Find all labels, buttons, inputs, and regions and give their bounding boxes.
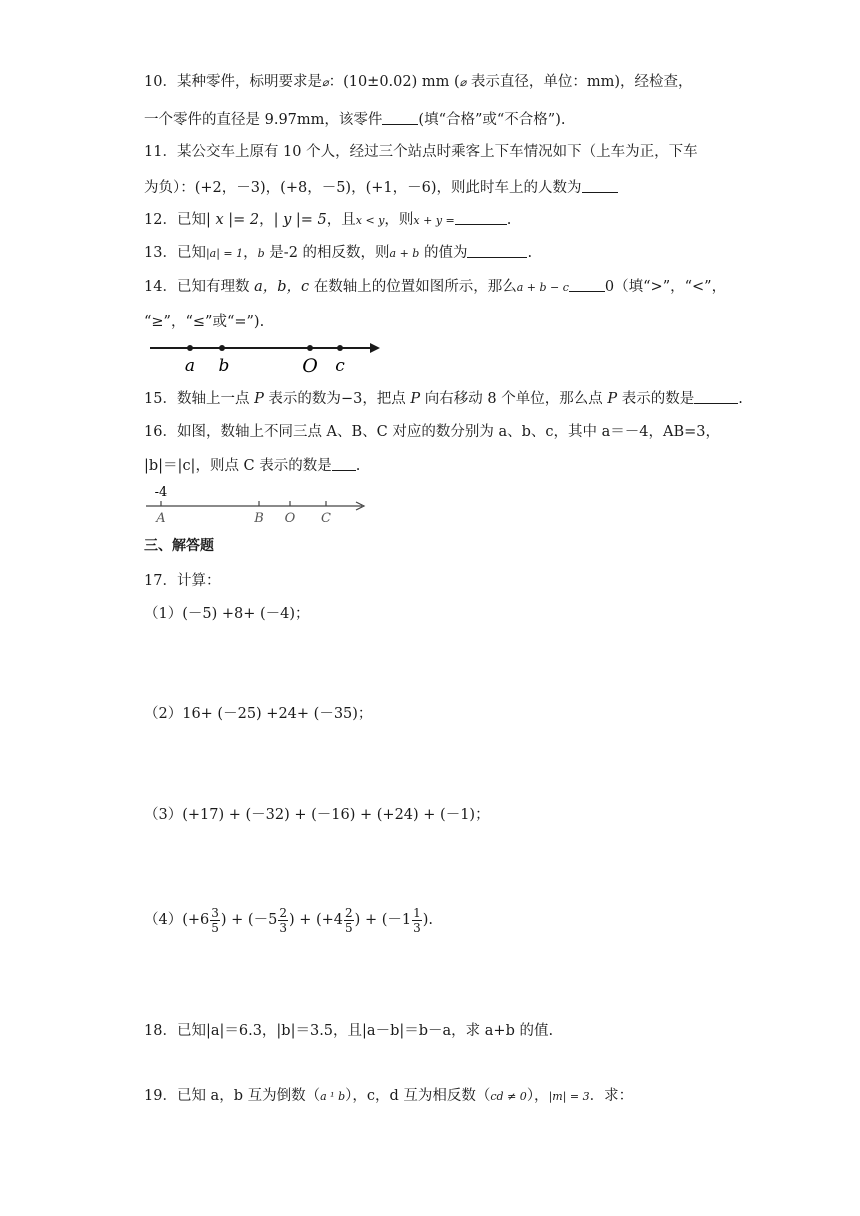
q13-abs-a: |a| = 1	[205, 247, 244, 260]
q17-part4	[144, 902, 433, 938]
q14-label-a: a	[184, 356, 196, 376]
fraction-3-5	[210, 906, 220, 935]
q13-b: b	[257, 247, 265, 260]
q17-p4-m1: ) + (－5	[220, 912, 278, 928]
q19-end: ．求：	[589, 1088, 634, 1104]
q16-tick-label: -4	[154, 485, 168, 500]
q16-line2	[144, 456, 360, 476]
q10-line2	[144, 110, 565, 130]
frac3-den: 5	[345, 920, 353, 935]
q14-line1	[144, 277, 726, 298]
q17-p4-m2: ) + (+4	[288, 912, 344, 928]
q13-mid: ，	[243, 245, 258, 261]
q10-answer-blank[interactable]	[382, 110, 418, 125]
frac3-num: 2	[345, 905, 353, 920]
q14-point-b	[219, 345, 225, 351]
q12-abs-y: | y |= 5	[273, 212, 327, 228]
q14-axis-arrow	[370, 343, 380, 353]
q15-val: −3	[340, 391, 363, 407]
q12-then: ，则	[384, 212, 414, 228]
q13-text: 是-2 的相反数，则	[264, 245, 390, 261]
q19-m: |m| = 3	[548, 1090, 590, 1103]
q12-end: .	[506, 212, 512, 228]
q10-line2-post: (填“合格”或“不合格”).	[418, 112, 566, 128]
q10-text-pre: 10．某种零件，标明要求是	[144, 74, 322, 90]
q17-p4-pre: （4）(+6	[144, 912, 210, 928]
q14-vars: a，b，c	[254, 279, 310, 295]
q19-cond1: a ¹ b	[320, 1090, 346, 1103]
q12-abs-x: | x |= 2	[205, 212, 260, 228]
q17-p4-m3: ) + (－1	[354, 912, 412, 928]
q16-text-2: |b|＝|c|，则点 C 表示的数是	[144, 458, 332, 474]
q12-expr: x + y =	[413, 214, 455, 227]
q12-cond: x < y	[355, 214, 385, 227]
q14-number-line	[148, 338, 388, 378]
q15-line	[144, 389, 743, 409]
q14-point-c	[337, 345, 343, 351]
q17-part3: （3）(+17) + (－32) + (－16) + (+24) + (－1)；	[144, 807, 490, 823]
frac4-den: 3	[413, 920, 421, 935]
q14-label-o: O	[302, 355, 318, 377]
q14-label-b: b	[218, 356, 230, 376]
fraction-2-3	[278, 906, 288, 935]
q16-label-b: B	[254, 511, 264, 524]
q16-text-1: 16．如图，数轴上不同三点 A、B、C 对应的数分别为 a、b、c，其中 a＝－4，AB=3，	[144, 424, 721, 440]
q16-label-o: O	[284, 511, 296, 524]
q14-line2	[144, 312, 264, 332]
q15-mid2: ，把点	[362, 391, 411, 407]
q15-end: .	[738, 391, 743, 407]
q19-post: ），	[526, 1088, 549, 1104]
q19-cond2: cd ≠ 0	[490, 1090, 527, 1103]
diameter-symbol: ⌀	[321, 76, 329, 89]
q14-pre: 14．已知有理数	[144, 279, 255, 295]
q13-line	[144, 243, 532, 264]
q15-mid4: 表示的数是	[617, 391, 695, 407]
q14-answer-blank[interactable]	[569, 277, 605, 292]
q15-p2: P	[410, 391, 421, 407]
q17-p4-end: ).	[422, 912, 434, 928]
q12-pre: 12．已知	[144, 212, 206, 228]
q14-point-o	[307, 345, 313, 351]
q10-line2-pre: 一个零件的直径是 9.97mm，该零件	[144, 112, 383, 128]
q10-text-post: 表示直径，单位：mm)，经检查，	[466, 74, 693, 90]
frac1-den: 5	[211, 920, 219, 935]
q13-expr: a + b	[389, 247, 420, 260]
q16-label-a: A	[156, 511, 166, 524]
frac2-num: 2	[279, 905, 287, 920]
diameter-symbol-2: ⌀	[459, 76, 467, 89]
q16-label-c: C	[321, 511, 331, 524]
q13-answer-blank[interactable]	[467, 243, 527, 258]
q11-text-1: 11．某公交车上原有 10 个人，经过三个站点时乘客上下车情况如下（上车为正，下车	[144, 144, 698, 160]
q14-mid: 在数轴上的位置如图所示，那么	[309, 279, 517, 295]
q16-line1	[144, 422, 720, 442]
q12-sep: ，	[259, 212, 274, 228]
q14-label-c: c	[335, 356, 345, 376]
q10-text-mid: ：(10±0.02) mm (	[328, 74, 460, 90]
q13-end: .	[527, 245, 533, 261]
q15-p3: P	[607, 391, 618, 407]
q12-mid: ，且	[326, 212, 356, 228]
q14-text-2: “≥”，“≤”或“=”).	[144, 314, 265, 330]
q11-line1	[144, 142, 698, 162]
q19-pre: 19．已知 a，b 互为倒数（	[144, 1088, 321, 1104]
q15-answer-blank[interactable]	[694, 389, 738, 404]
q10-line1	[144, 72, 693, 93]
q16-answer-blank[interactable]	[332, 456, 356, 471]
q19-line	[144, 1086, 633, 1107]
q14-expr: a + b − c	[516, 281, 569, 294]
q19-mid: ），c，d 互为相反数（	[345, 1088, 491, 1104]
q16-number-line	[144, 482, 374, 524]
frac4-num: 1	[413, 905, 421, 920]
q11-answer-blank[interactable]	[582, 178, 618, 193]
q11-text-2: 为负）：(+2，－3)，(+8，－5)，(+1，－6)，则此时车上的人数为	[144, 180, 582, 196]
q15-mid1: 表示的数为	[263, 391, 341, 407]
q13-pre: 13．已知	[144, 245, 206, 261]
q14-post: 0（填“>”，“<”，	[604, 279, 727, 295]
frac2-den: 3	[279, 920, 287, 935]
fraction-2-5	[344, 906, 354, 935]
section-heading: 三、解答题	[144, 538, 214, 554]
q17-title: 17．计算：	[144, 573, 221, 589]
q15-pre: 15．数轴上一点	[144, 391, 255, 407]
q18-line: 18．已知|a|＝6.3，|b|＝3.5，且|a－b|＝b－a，求 a+b 的值.	[144, 1023, 554, 1039]
q17-part1: （1）(－5) +8+ (－4)；	[144, 606, 310, 622]
q15-mid3: 向右移动 8 个单位，那么点	[420, 391, 608, 407]
q16-end: .	[355, 458, 361, 474]
q14-point-a	[187, 345, 193, 351]
frac1-num: 3	[211, 905, 219, 920]
fraction-1-3	[412, 906, 422, 935]
q12-answer-blank[interactable]	[455, 210, 507, 225]
q12-line	[144, 210, 511, 231]
q11-line2	[144, 178, 618, 198]
q15-p: P	[254, 391, 264, 407]
q13-post: 的值为	[419, 245, 468, 261]
q17-part2: （2）16+ (－25) +24+ (－35)；	[144, 706, 373, 722]
